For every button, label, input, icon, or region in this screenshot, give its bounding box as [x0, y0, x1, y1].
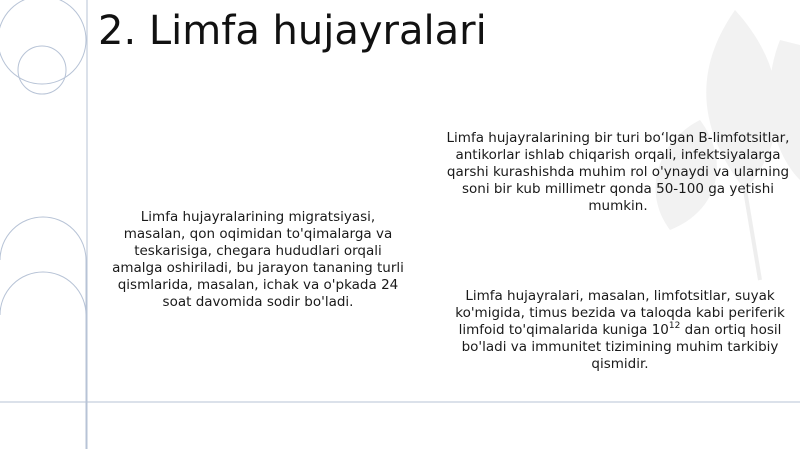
paragraph-migration: Limfa hujayralarining migratsiyasi, masalan, qon oqimidan to'qimalarga va teskarisiga, chegara hududlari orqali amalga oshiriladi, bu jarayon tananing turli qismlarida, masalan, ichak va o'pkada 24 soat davomida sodir bo'ladi. [112, 209, 404, 310]
paragraph-text-before: Limfa hujayralari, masalan, limfotsitlar, suyak ko'migida, timus bezida va taloqda kabi periferik limfoid to'qimalarida kuniga 10 [455, 288, 785, 338]
exponent-superscript: 12 [668, 320, 681, 331]
paragraph-text-after: dan ortiq hosil bo'ladi va immunitet tizimining muhim tarkibiy qismidir. [461, 322, 782, 372]
paragraph-b-lymphocytes: Limfa hujayralarining bir turi bo‘lgan B-limfotsitlar, antikorlar ishlab chiqarish orqali, infektsiyalarga qarshi kurashishda muhim rol o'ynaydi va ularning soni bir kub millimetr qonda 50-100 ga yetishi mumkin. [446, 130, 790, 214]
slide-title: 2. Limfa hujayralari [98, 8, 487, 54]
paragraph-lymphocyte-production [442, 288, 798, 373]
